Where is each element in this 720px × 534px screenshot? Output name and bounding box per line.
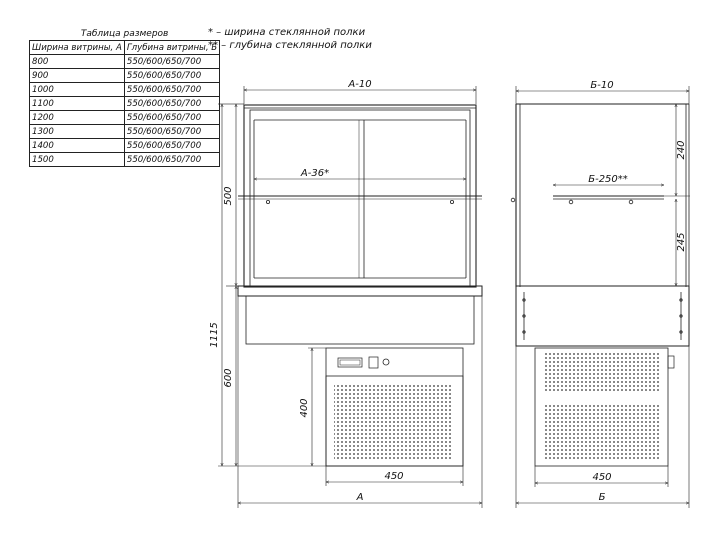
dim-top-width: А-10 <box>348 79 372 90</box>
dim-overall-depth: Б <box>598 492 606 503</box>
dim-side-unit-width: 450 <box>592 472 612 483</box>
dim-unit-width: 450 <box>384 471 404 482</box>
table-cell: 550/600/650/700 <box>124 97 219 111</box>
table-cell: 550/600/650/700 <box>124 83 219 97</box>
dim-lower-gap: 245 <box>676 232 687 252</box>
dim-lower-height: 600 <box>223 368 234 388</box>
dim-top-depth: Б-10 <box>590 80 614 91</box>
side-view <box>511 104 689 466</box>
table-cell: 1500 <box>30 153 125 167</box>
note-shelf-width: * – ширина стеклянной полки <box>208 27 366 38</box>
front-view <box>238 105 482 466</box>
size-table-header-depth: Глубина витрины, Б <box>124 41 219 55</box>
table-cell: 1400 <box>30 139 125 153</box>
table-cell: 550/600/650/700 <box>124 69 219 83</box>
table-cell: 550/600/650/700 <box>124 139 219 153</box>
dim-shelf-width: А-36* <box>300 168 330 179</box>
table-cell: 550/600/650/700 <box>124 55 219 69</box>
dim-total-height: 1115 <box>209 322 220 348</box>
size-table-header-width: Ширина витрины, А <box>30 41 125 55</box>
dim-upper-gap: 240 <box>676 140 687 160</box>
note-shelf-depth: ** – глубина стеклянной полки <box>208 40 372 51</box>
table-cell: 900 <box>30 69 125 83</box>
table-cell: 1300 <box>30 125 125 139</box>
table-cell: 550/600/650/700 <box>124 125 219 139</box>
dim-shelf-depth: Б-250** <box>588 174 628 185</box>
dim-overall-width: А <box>356 492 364 503</box>
table-cell: 1200 <box>30 111 125 125</box>
table-cell: 550/600/650/700 <box>124 153 219 167</box>
table-cell: 1000 <box>30 83 125 97</box>
dim-unit-height: 400 <box>299 398 310 418</box>
table-cell: 800 <box>30 55 125 69</box>
table-cell: 550/600/650/700 <box>124 111 219 125</box>
table-cell: 1100 <box>30 97 125 111</box>
dim-glass-height: 500 <box>223 186 234 206</box>
size-table-caption: Таблица размеров <box>80 28 169 39</box>
